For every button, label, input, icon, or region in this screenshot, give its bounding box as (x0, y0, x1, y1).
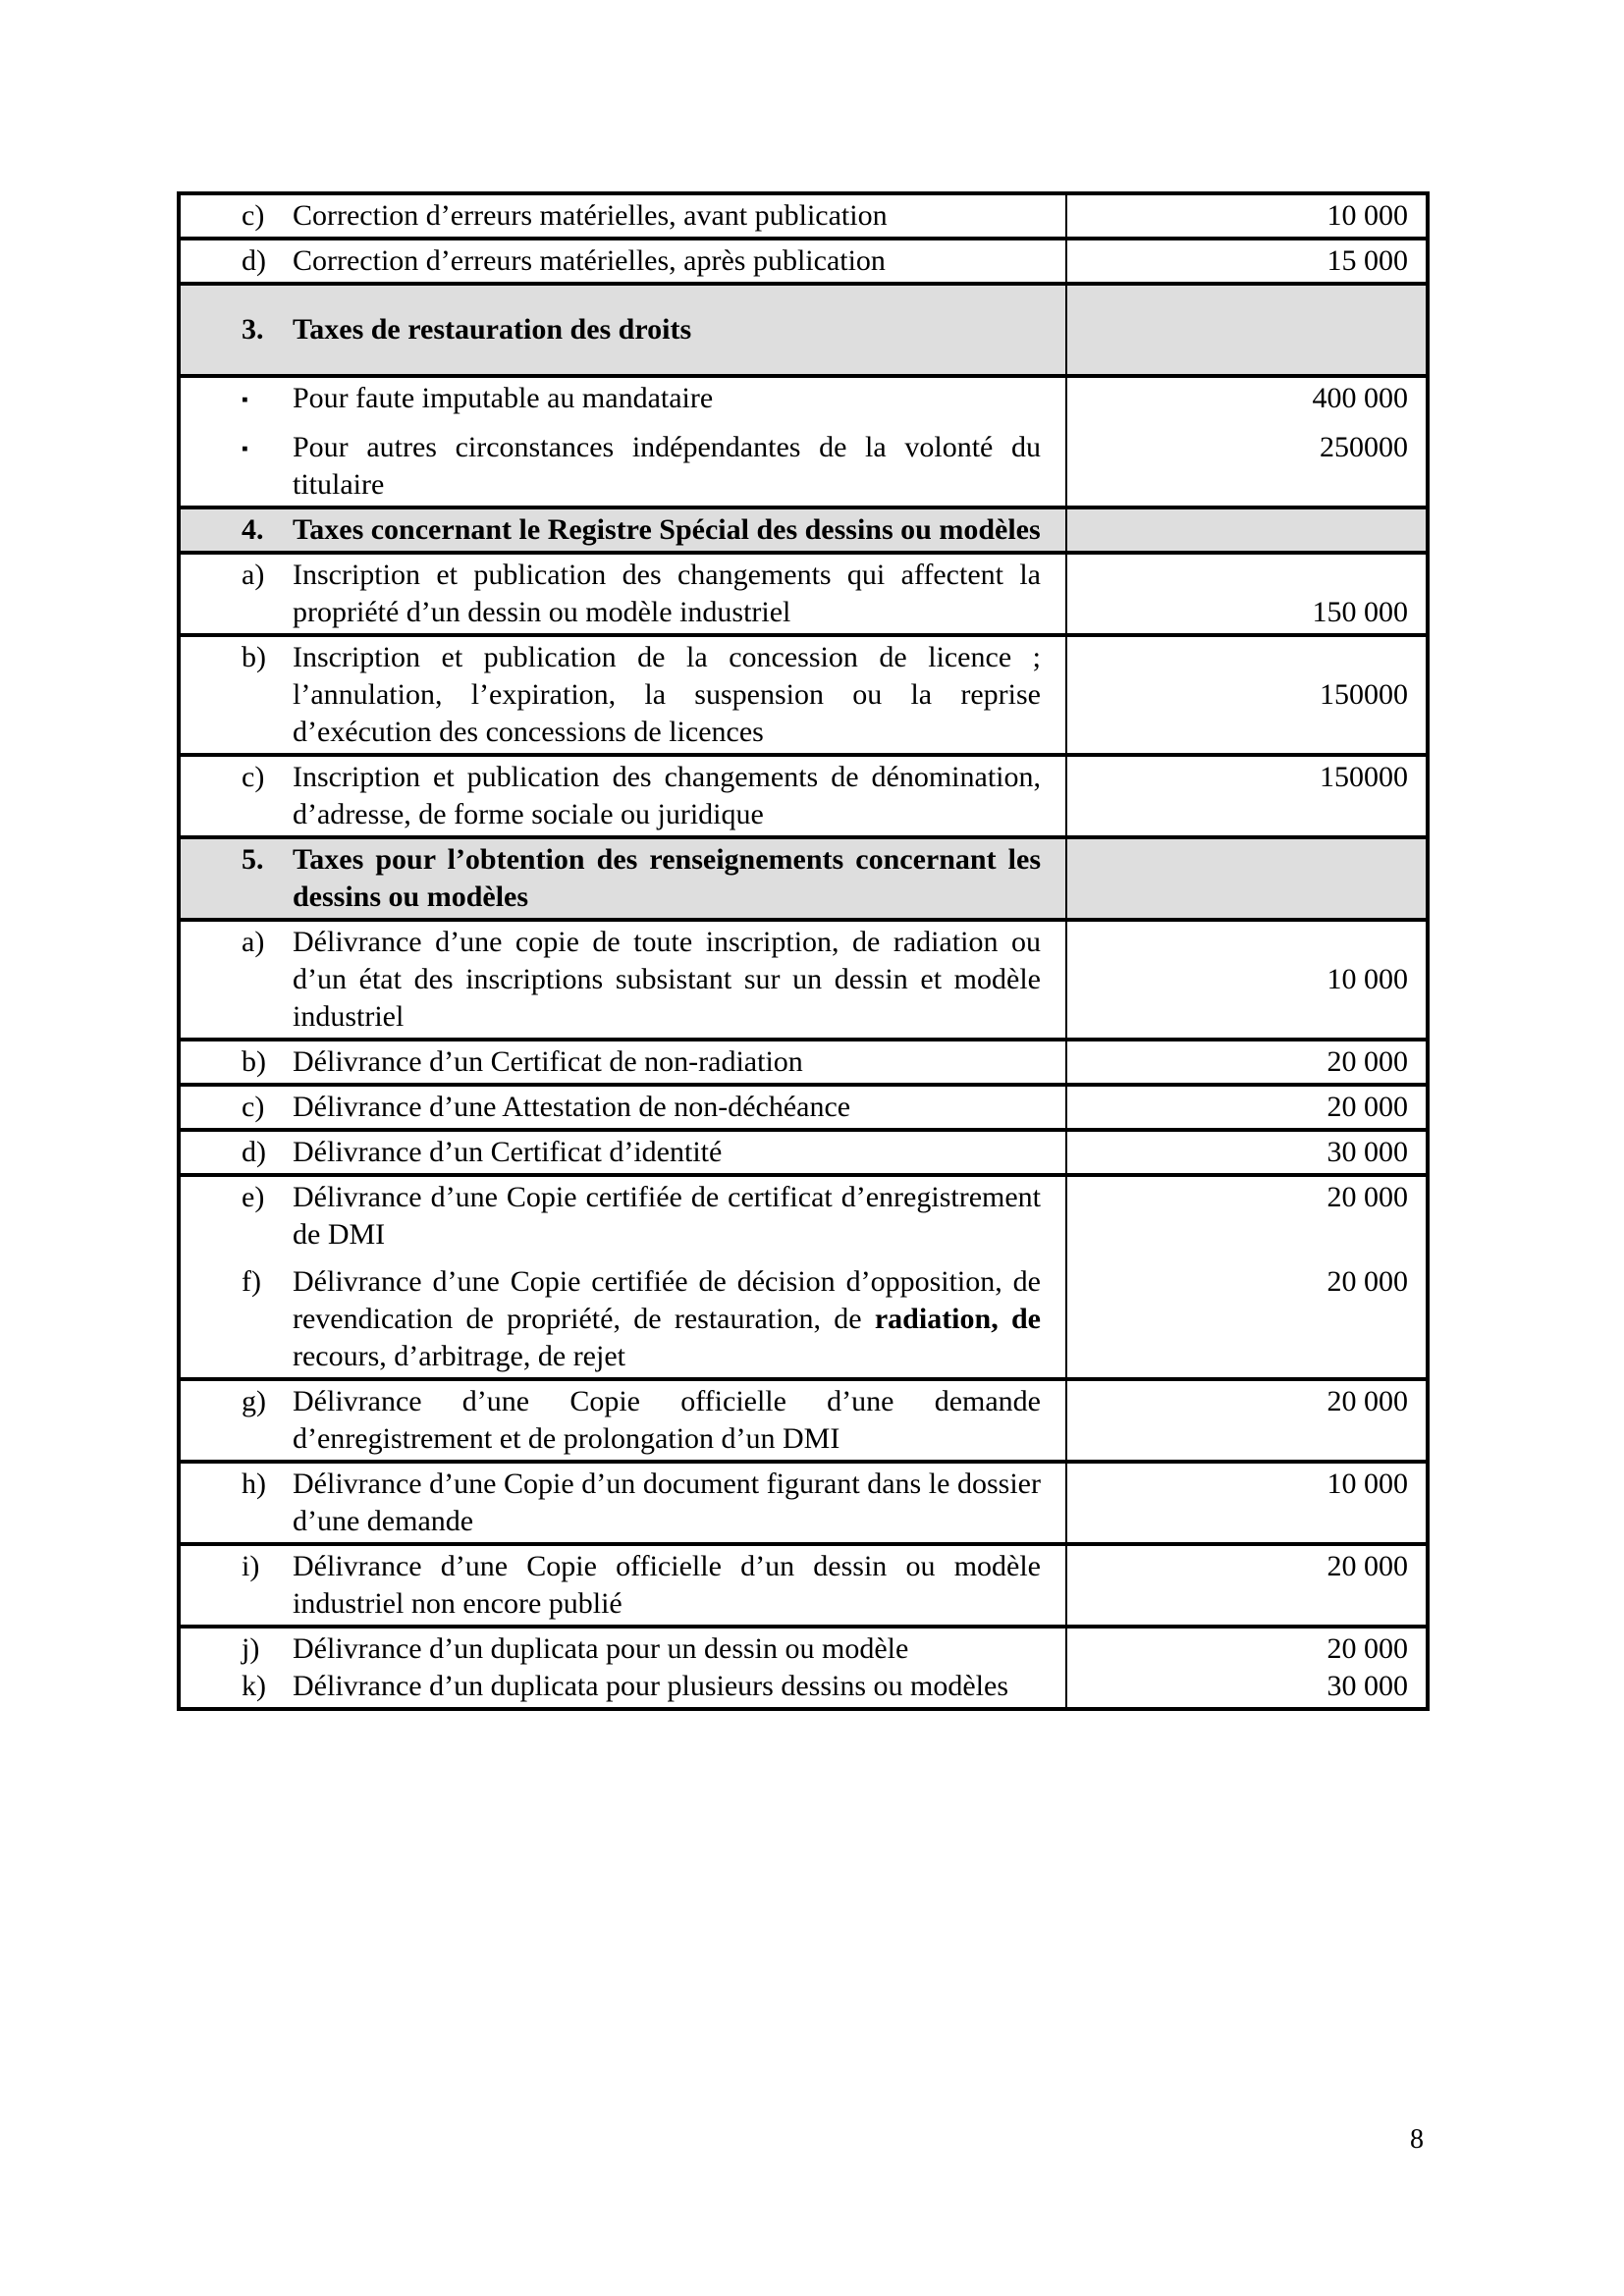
amount-cell (1065, 1089, 1426, 1126)
amount-cell (1065, 242, 1426, 280)
item-text: Taxes concernant le Registre Spécial des dessins ou modèles (293, 513, 1041, 546)
label-cell (181, 197, 1065, 235)
item-text: Taxes pour l’obtention des renseignements concernant les dessins ou modèles (293, 843, 1041, 913)
label-cell (181, 511, 1065, 549)
fee-entry (181, 429, 1426, 504)
item-text-segment: Délivrance d’une Copie certifiée de décision d’opposition, de revendication de propriété, de restauration, de (293, 1265, 1041, 1335)
item-text: Inscription et publication des changements qui affectent la propriété d’un dessin ou modèle industriel (293, 559, 1041, 628)
fee-row (181, 378, 1426, 509)
amount-cell (1065, 311, 1426, 348)
label-cell (181, 1630, 1065, 1668)
amount-cell (1065, 1134, 1426, 1171)
section-header-row (181, 839, 1426, 922)
fee-entry (181, 841, 1426, 916)
amount-cell (1065, 1179, 1426, 1254)
fee-amount: 20 000 (1326, 1550, 1408, 1582)
item-marker: d) (242, 244, 266, 277)
item-marker: j) (242, 1632, 260, 1665)
label-cell (181, 429, 1065, 504)
item-text: Délivrance d’une Copie d’un document figurant dans le dossier d’une demande (293, 1468, 1041, 1537)
square-bullet-icon: ▪ (242, 390, 248, 410)
fee-entry (181, 1089, 1426, 1126)
item-marker: e) (242, 1181, 265, 1213)
item-marker: 5. (242, 843, 264, 876)
label-cell (181, 311, 1065, 348)
fee-entry (181, 1383, 1426, 1458)
fee-row (181, 922, 1426, 1041)
fee-entry (181, 759, 1426, 833)
fee-row (181, 637, 1426, 757)
fee-amount: 30 000 (1326, 1136, 1408, 1168)
fee-row (181, 555, 1426, 637)
item-text: Délivrance d’une Attestation de non-déchéance (293, 1091, 851, 1123)
fee-amount: 30 000 (1326, 1670, 1408, 1702)
fee-amount: 20 000 (1326, 1385, 1408, 1417)
fee-row (181, 1087, 1426, 1132)
label-cell (181, 380, 1065, 419)
label-cell (181, 1179, 1065, 1254)
amount-cell (1065, 511, 1426, 549)
amount-cell (1065, 197, 1426, 235)
fee-amount: 20 000 (1326, 1265, 1408, 1298)
item-marker: d) (242, 1136, 266, 1168)
label-cell (181, 924, 1065, 1036)
fee-amount: 10 000 (1326, 963, 1408, 995)
fee-amount: 10 000 (1326, 199, 1408, 232)
fee-entry (181, 1043, 1426, 1081)
label-cell (181, 557, 1065, 631)
fee-entry (181, 557, 1426, 631)
item-text: Délivrance d’un duplicata pour un dessin ou modèle (293, 1632, 909, 1665)
fee-row (181, 1381, 1426, 1464)
fee-entry (181, 1134, 1426, 1171)
fee-amount: 20 000 (1326, 1632, 1408, 1665)
item-text: Délivrance d’un Certificat d’identité (293, 1136, 723, 1168)
fee-entry (181, 1263, 1426, 1375)
label-cell (181, 1466, 1065, 1540)
fee-entry (181, 197, 1426, 235)
fee-row (181, 757, 1426, 839)
item-marker: 3. (242, 313, 264, 346)
amount-cell (1065, 1548, 1426, 1623)
amount-cell (1065, 1630, 1426, 1668)
item-marker: b) (242, 1045, 266, 1078)
item-text: Taxes de restauration des droits (293, 313, 692, 346)
amount-cell (1065, 924, 1426, 1036)
fee-amount: 250000 (1320, 431, 1408, 463)
square-bullet-icon: ▪ (242, 439, 248, 459)
item-marker: b) (242, 641, 266, 673)
fee-amount: 15 000 (1326, 244, 1408, 277)
amount-cell (1065, 639, 1426, 751)
item-text: Pour faute imputable au mandataire (293, 382, 714, 414)
item-marker: i) (242, 1550, 260, 1582)
item-marker: 4. (242, 513, 264, 546)
amount-cell (1065, 1263, 1426, 1375)
page-number: 8 (1410, 2124, 1424, 2155)
item-text: Correction d’erreurs matérielles, avant publication (293, 199, 888, 232)
fee-entry (181, 1668, 1426, 1705)
fee-amount: 10 000 (1326, 1468, 1408, 1500)
label-cell (181, 1134, 1065, 1171)
fee-entry (181, 924, 1426, 1036)
item-marker: k) (242, 1670, 266, 1702)
fee-row (181, 1177, 1426, 1381)
label-cell (181, 1668, 1065, 1705)
label-cell (181, 759, 1065, 833)
fee-amount: 20 000 (1326, 1181, 1408, 1213)
item-text: Inscription et publication des changements de dénomination, d’adresse, de forme sociale ou juridique (293, 761, 1041, 830)
fee-row (181, 195, 1426, 240)
amount-cell (1065, 557, 1426, 631)
fee-entry (181, 639, 1426, 751)
label-cell (181, 1043, 1065, 1081)
fee-amount: 400 000 (1312, 382, 1408, 414)
fee-row (181, 240, 1426, 286)
section-header-row (181, 286, 1426, 378)
item-text: Correction d’erreurs matérielles, après publication (293, 244, 886, 277)
amount-cell (1065, 759, 1426, 833)
label-cell (181, 1089, 1065, 1126)
label-cell (181, 1548, 1065, 1623)
amount-cell (1065, 380, 1426, 419)
item-text (293, 1263, 1041, 1375)
label-cell (181, 1383, 1065, 1458)
section-header-row (181, 509, 1426, 555)
item-marker: a) (242, 559, 265, 591)
fee-row (181, 1546, 1426, 1629)
fee-entry (181, 1466, 1426, 1540)
item-text: Délivrance d’un Certificat de non-radiation (293, 1045, 803, 1078)
label-cell (181, 841, 1065, 916)
fee-row (181, 1041, 1426, 1087)
item-text-bold-segment: radiation, de (874, 1303, 1041, 1335)
fee-entry (181, 311, 1426, 348)
item-marker: c) (242, 761, 265, 793)
amount-cell (1065, 1668, 1426, 1705)
fee-amount: 20 000 (1326, 1045, 1408, 1078)
fee-amount: 20 000 (1326, 1091, 1408, 1123)
fee-amount: 150000 (1320, 761, 1408, 793)
fee-amount: 150 000 (1312, 596, 1408, 628)
label-cell (181, 242, 1065, 280)
amount-cell (1065, 841, 1426, 916)
item-marker: h) (242, 1468, 266, 1500)
fee-entry (181, 242, 1426, 280)
fee-row (181, 1629, 1426, 1707)
item-marker: f) (242, 1265, 261, 1298)
fee-entry (181, 511, 1426, 549)
amount-cell (1065, 1466, 1426, 1540)
item-text: Délivrance d’une Copie certifiée de certificat d’enregistrement de DMI (293, 1181, 1041, 1251)
item-text: Délivrance d’un duplicata pour plusieurs dessins ou modèles (293, 1670, 1008, 1702)
fee-entry (181, 380, 1426, 419)
amount-cell (1065, 1043, 1426, 1081)
item-marker: a) (242, 926, 265, 958)
item-marker: g) (242, 1385, 266, 1417)
fee-amount: 150000 (1320, 678, 1408, 711)
label-cell (181, 1263, 1065, 1375)
fee-entry (181, 1548, 1426, 1623)
fee-row (181, 1132, 1426, 1177)
amount-cell (1065, 1383, 1426, 1458)
amount-cell (1065, 429, 1426, 504)
fee-row (181, 1464, 1426, 1546)
item-text: Délivrance d’une Copie officielle d’une demande d’enregistrement et de prolongation d’un DMI (293, 1385, 1041, 1455)
item-text: Inscription et publication de la concession de licence ; l’annulation, l’expiration, la suspension ou la reprise d’exécution des concessions de licences (293, 641, 1041, 748)
item-text: Délivrance d’une Copie officielle d’un dessin ou modèle industriel non encore publié (293, 1550, 1041, 1620)
item-text: Délivrance d’une copie de toute inscription, de radiation ou d’un état des inscriptions subsistant sur un dessin et modèle industriel (293, 926, 1041, 1033)
fee-entry (181, 1630, 1426, 1668)
fee-table (177, 191, 1430, 1711)
fee-entry (181, 1179, 1426, 1254)
label-cell (181, 639, 1065, 751)
item-text: Pour autres circonstances indépendantes de la volonté du titulaire (293, 431, 1041, 501)
item-text-segment: recours, d’arbitrage, de rejet (293, 1340, 625, 1372)
item-marker: c) (242, 1091, 265, 1123)
item-marker: c) (242, 199, 265, 232)
